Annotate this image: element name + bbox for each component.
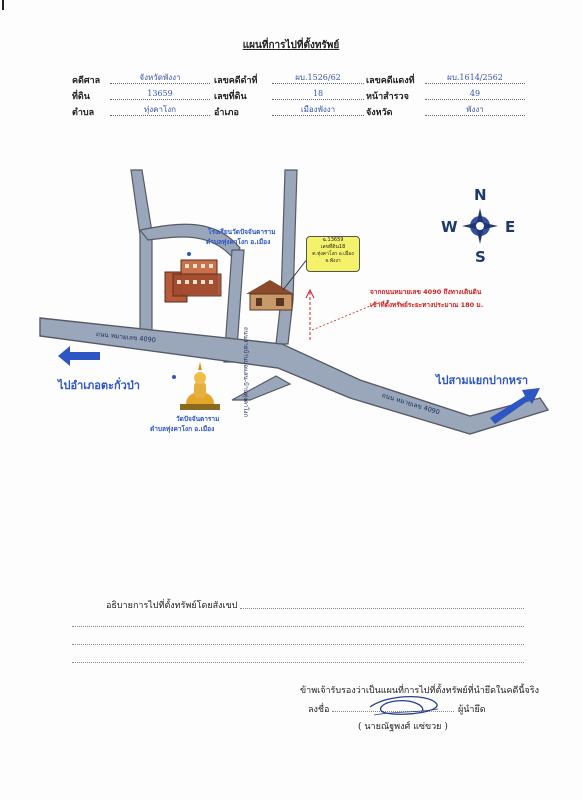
main-side-road [276,170,297,344]
description-line-1 [240,608,524,609]
arrow-left-icon [58,346,100,366]
school-marker [187,252,191,256]
compass-w: W [441,218,458,236]
survey-label: หน้าสำรวจ [366,92,409,102]
compass-rose [462,208,498,244]
compass-n: N [474,186,487,204]
certify-text: ข้าพเจ้ารับรองว่าเป็นแผนที่การไปที่ตั้งทรัพย์ที่นำยึดในคดีนี้จริง [300,686,539,696]
distance-note-line-1: จากถนนหมายเลข 4090 ถึงทางเดินดิน [370,288,482,296]
deed-label: ที่ดิน [72,92,90,102]
province-label: จังหวัด [366,108,393,118]
distance-note-line-2: เข้าที่ตั้งทรัพย์ระยะทางประมาณ 180 ม. [370,301,484,309]
buddha-statue-icon [180,362,220,410]
callout-subdistrict: ต.ทุ่งคาโงก อ.เมือง [312,251,354,257]
property-callout [306,236,360,272]
callout-land-no: เลขที่ดิน18 [320,244,346,250]
compass-e: E [505,218,516,236]
subdistrict-label: ตำบล [72,108,95,118]
land-no-label: เลขที่ดิน [214,92,247,102]
signature-scribble [366,693,446,719]
survey-value: 49 [425,88,525,100]
description-label: อธิบายการไปที่ตั้งทรัพย์โดยสังเขป [106,601,238,611]
callout-province: จ.พังงา [325,258,341,264]
district-value: เมืองพังงา [272,104,364,116]
highway-label-right: ถนน หมายเลข 4090 [380,391,441,417]
red-case-label: เลขคดีแดงที่ [366,76,415,86]
temple-label-2: ตำบลทุ่งคาโงก อ.เมือง [150,425,215,433]
callout-deed: ฉ.13659 [322,237,344,243]
page-title: แผนที่การไปที่ตั้งทรัพย์ [242,40,340,51]
description-line-3 [72,644,524,645]
signer-name: ( นายณัฐพงศ์ แซ่ขวย ) [358,722,448,732]
description-line-2 [72,626,524,627]
description-line-4 [72,662,524,663]
land-no-value: 18 [272,88,364,100]
role-label: ผู้นำยึด [458,705,486,715]
to-takuapa-label: ไปอำเภอตะกั่วป่า [58,379,140,392]
black-case-value: ผบ.1526/62 [272,72,364,84]
compass-s: S [475,248,486,266]
temple-marker [172,375,176,379]
court-label: คดีศาล [72,76,101,86]
to-pakpra-label: ไปสามแยกปากหรา [436,374,529,387]
subdistrict-value: ทุ่งคาโงก [110,104,210,116]
highway-label-left: ถนน หมายเลข 4090 [95,330,157,345]
deed-value: 13659 [110,88,210,100]
school-building-icon [165,260,221,302]
left-vertical-road [131,170,152,340]
court-value: จังหวัดพังงา [110,72,210,84]
school-label-1: โรงเรียนวัดปัจจันตาราม [208,228,276,236]
sign-label: ลงชื่อ [308,705,330,715]
temple-label-1: วัดปัจจันตาราม [176,415,220,423]
district-label: อำเภอ [214,108,239,118]
province-value: พังงา [425,104,525,116]
black-case-label: เลขคดีดำที่ [214,76,258,86]
red-case-value: ผบ.1614/2562 [425,72,525,84]
school-label-2: ตำบลทุ่งคาโงก อ.เมือง [206,238,271,246]
side-road-label: ถนนสายบ้านบ่อแสน-บ้านทุ่งคาโงก [242,327,249,418]
